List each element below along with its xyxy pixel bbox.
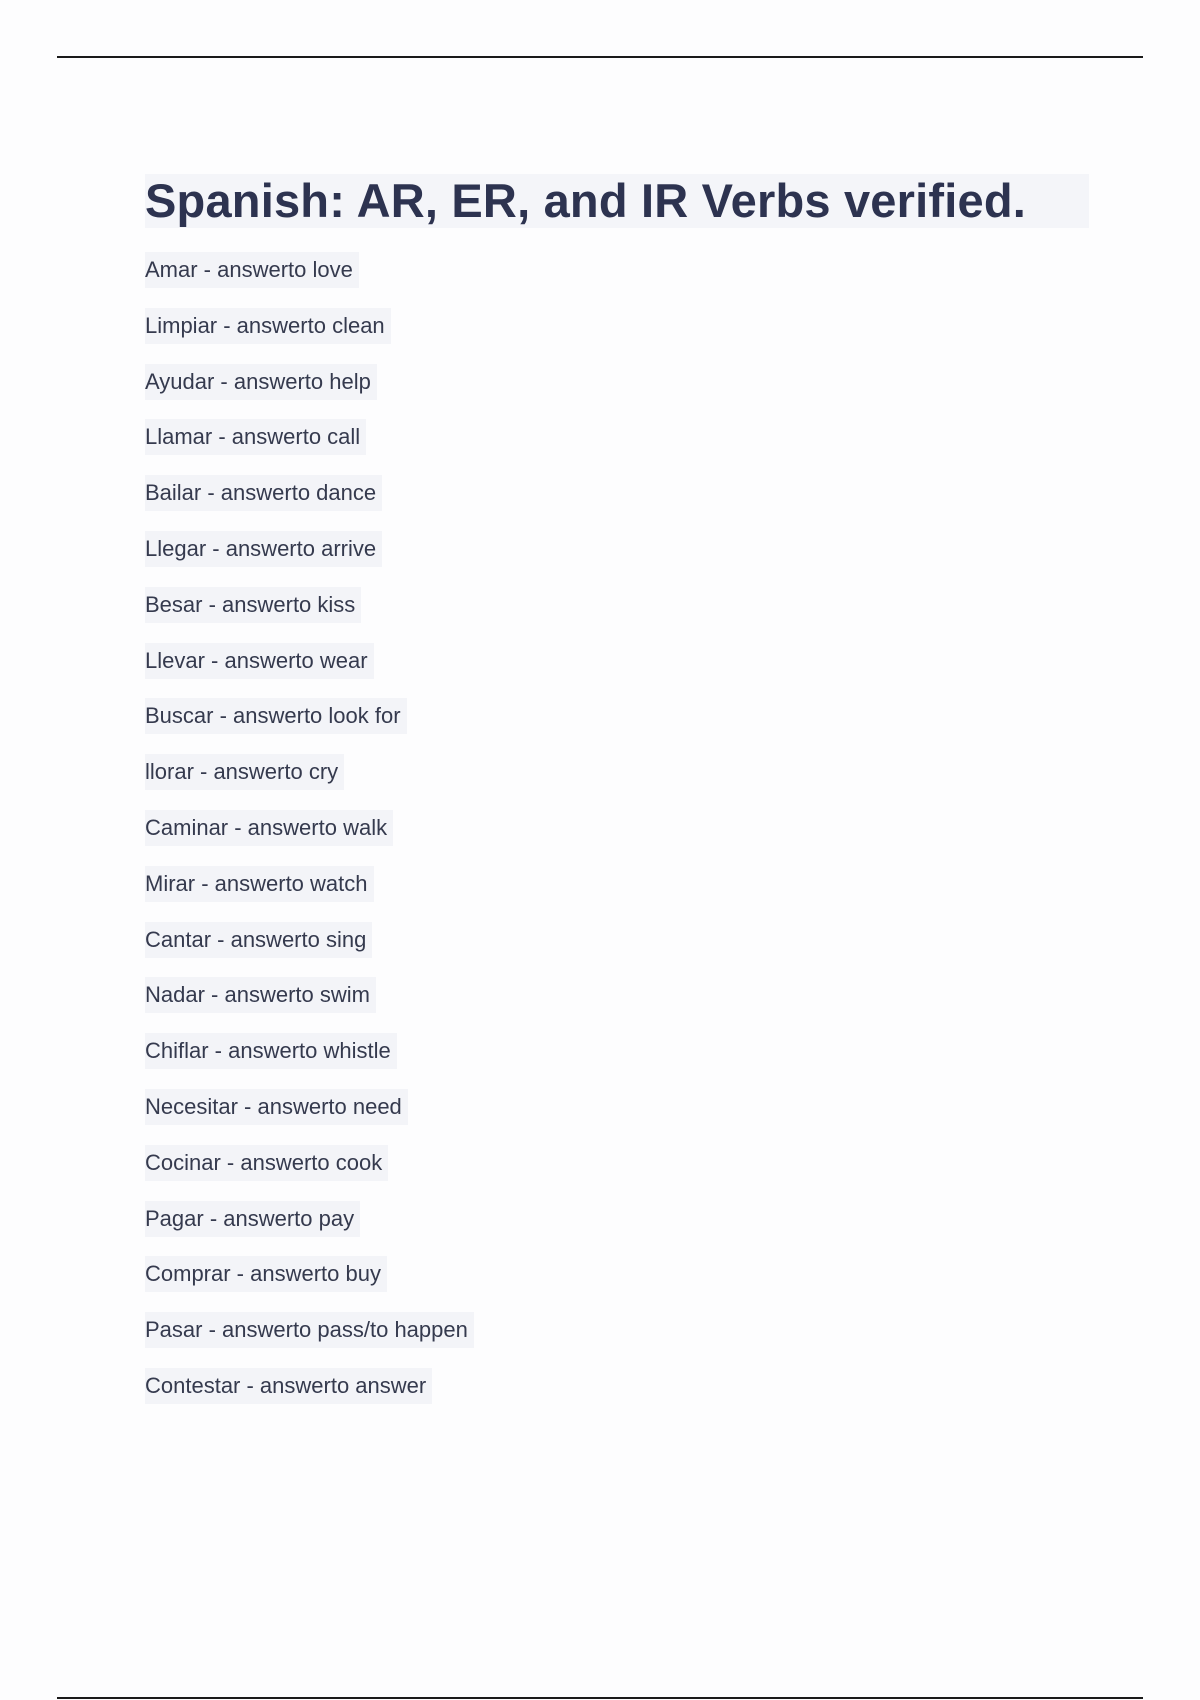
list-item-text: llorar - answerto cry — [145, 754, 344, 790]
list-item-text: Amar - answerto love — [145, 252, 359, 288]
list-item-text: Llamar - answerto call — [145, 419, 366, 455]
list-item — [145, 364, 474, 420]
list-item-text: Contestar - answerto answer — [145, 1368, 432, 1404]
list-item — [145, 754, 474, 810]
list-item — [145, 531, 474, 587]
list-item-text: Bailar - answerto dance — [145, 475, 382, 511]
list-item-text: Llegar - answerto arrive — [145, 531, 382, 567]
list-item — [145, 698, 474, 754]
list-item — [145, 475, 474, 531]
list-item — [145, 643, 474, 699]
list-item-text: Chiflar - answerto whistle — [145, 1033, 397, 1069]
list-item — [145, 1089, 474, 1145]
list-item — [145, 1033, 474, 1089]
list-item-text: Pasar - answerto pass/to happen — [145, 1312, 474, 1348]
list-item — [145, 587, 474, 643]
list-item-text: Mirar - answerto watch — [145, 866, 374, 902]
list-item — [145, 419, 474, 475]
list-item-text: Cantar - answerto sing — [145, 922, 372, 958]
list-item-text: Limpiar - answerto clean — [145, 308, 391, 344]
top-divider — [57, 56, 1143, 58]
list-item-text: Buscar - answerto look for — [145, 698, 407, 734]
list-item — [145, 308, 474, 364]
list-item — [145, 866, 474, 922]
list-item-text: Pagar - answerto pay — [145, 1201, 360, 1237]
list-item — [145, 1145, 474, 1201]
list-item — [145, 1256, 474, 1312]
list-item — [145, 1368, 474, 1424]
list-item — [145, 977, 474, 1033]
list-item-text: Comprar - answerto buy — [145, 1256, 387, 1292]
list-item-text: Cocinar - answerto cook — [145, 1145, 388, 1181]
list-item — [145, 1312, 474, 1368]
list-item — [145, 922, 474, 978]
list-item — [145, 810, 474, 866]
vocabulary-list — [145, 252, 474, 1424]
list-item — [145, 1201, 474, 1257]
bottom-divider — [57, 1697, 1143, 1699]
list-item-text: Besar - answerto kiss — [145, 587, 361, 623]
list-item-text: Necesitar - answerto need — [145, 1089, 408, 1125]
list-item-text: Nadar - answerto swim — [145, 977, 376, 1013]
list-item-text: Llevar - answerto wear — [145, 643, 374, 679]
page-title: Spanish: AR, ER, and IR Verbs verified. — [145, 174, 1089, 228]
list-item — [145, 252, 474, 308]
list-item-text: Caminar - answerto walk — [145, 810, 393, 846]
list-item-text: Ayudar - answerto help — [145, 364, 377, 400]
